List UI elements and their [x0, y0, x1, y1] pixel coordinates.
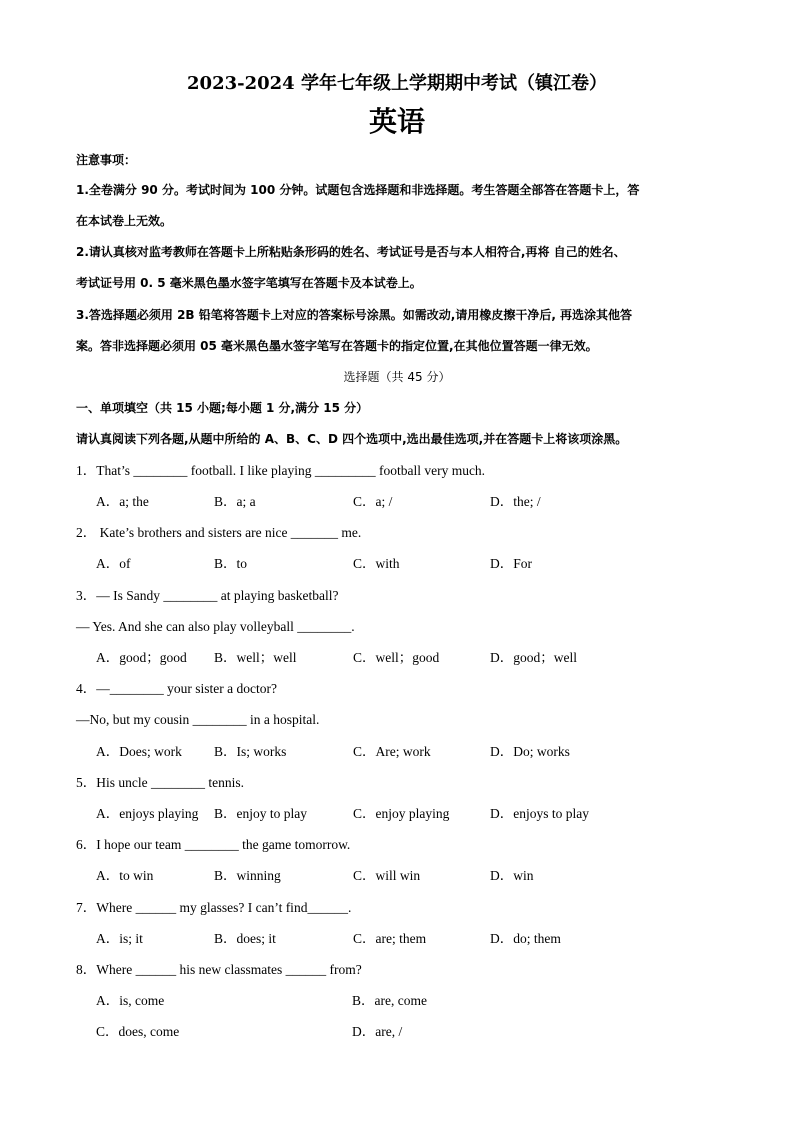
question-4-option-a: A．Does; work — [96, 744, 182, 759]
question-5-option-d: D．enjoys to play — [490, 806, 589, 821]
notice-line-1b: 在本试卷上无效。 — [76, 214, 173, 228]
question-5-option-a: A．enjoys playing — [96, 806, 199, 821]
question-3-option-c: C．well；good — [353, 650, 440, 665]
question-4-stem-2: —No, but my cousin ________ in a hospital. — [76, 712, 320, 727]
question-8-option-a: A．is, come — [96, 993, 165, 1008]
notice-line-3b: 案。答非选择题必须用 05 毫米黑色墨水签字笔写在答题卡的指定位置,在其他位置答题一律无效。 — [76, 339, 598, 353]
part-instruction: 请认真阅读下列各题,从题中所给的 A、B、C、D 四个选项中,选出最佳选项,并在答题卡上将该项涂黑。 — [76, 432, 628, 446]
part-heading: 一、单项填空（共 15 小题;每小题 1 分,满分 15 分） — [76, 401, 369, 415]
exam-title: 2023-2024 学年七年级上学期期中考试（镇江卷） — [187, 73, 607, 94]
notice-line-2a: 2.请认真核对监考教师在答题卡上所粘贴条形码的姓名、考试证号是否与本人相符合,再将 自己的姓名、 — [76, 245, 626, 259]
question-6-option-b: B．winning — [214, 868, 281, 883]
notice-line-2b: 考试证号用 0. 5 毫米黑色墨水签字笔填写在答题卡及本试卷上。 — [76, 276, 422, 290]
question-4-option-c: C．Are; work — [353, 744, 431, 759]
question-7-stem: 7．Where ______ my glasses? I can’t find______. — [76, 900, 352, 915]
question-4-option-d: D．Do; works — [490, 744, 570, 759]
question-7-option-d: D．do; them — [490, 931, 561, 946]
question-2-option-a: A．of — [96, 556, 131, 571]
question-3-stem: 3．— Is Sandy ________ at playing basketball? — [76, 588, 339, 603]
question-8-option-b: B．are, come — [352, 993, 427, 1008]
question-2-stem: 2． Kate’s brothers and sisters are nice _______ me. — [76, 525, 362, 540]
question-5-option-c: C．enjoy playing — [353, 806, 450, 821]
notice-line-3a: 3.答选择题必须用 2B 铅笔将答题卡上对应的答案标号涂黑。如需改动,请用橡皮擦干净后, 再选涂其他答 — [76, 308, 633, 322]
question-8-option-c: C．does, come — [96, 1024, 180, 1039]
question-8-stem: 8．Where ______ his new classmates ______ from? — [76, 962, 362, 977]
question-1-option-c: C．a; / — [353, 494, 393, 509]
question-1-option-a: A．a; the — [96, 494, 149, 509]
question-3-option-d: D．good；well — [490, 650, 577, 665]
question-7-option-a: A．is; it — [96, 931, 143, 946]
notice-line-1a: 1.全卷满分 90 分。考试时间为 100 分钟。试题包含选择题和非选择题。考生答题全部答在答题卡上，答 — [76, 183, 640, 197]
question-3-option-a: A．good；good — [96, 650, 187, 665]
question-7-option-c: C．are; them — [353, 931, 427, 946]
question-5-stem: 5．His uncle ________ tennis. — [76, 775, 244, 790]
question-3-stem-2: — Yes. And she can also play volleyball ________. — [76, 619, 355, 634]
question-8-option-d: D．are, / — [352, 1024, 403, 1039]
question-6-option-a: A．to win — [96, 868, 154, 883]
question-1-option-d: D．the; / — [490, 494, 541, 509]
section-title: 选择题（共 45 分） — [343, 370, 451, 384]
subject-title: 英语 — [368, 105, 425, 138]
question-6-option-d: D．win — [490, 868, 534, 883]
question-4-option-b: B．Is; works — [214, 744, 287, 759]
question-2-option-d: D．For — [490, 556, 533, 571]
question-6-stem: 6．I hope our team ________ the game tomorrow. — [76, 837, 351, 852]
question-6-option-c: C．will win — [353, 868, 421, 883]
notice-heading: 注意事项： — [76, 153, 137, 167]
question-4-stem: 4．—________ your sister a doctor? — [76, 681, 277, 696]
question-3-option-b: B．well；well — [214, 650, 297, 665]
question-2-option-c: C．with — [353, 556, 400, 571]
question-2-option-b: B．to — [214, 556, 248, 571]
question-5-option-b: B．enjoy to play — [214, 806, 307, 821]
question-1-option-b: B．a; a — [214, 494, 256, 509]
question-1-stem: 1．That’s ________ football. I like playing _________ football very much. — [76, 463, 486, 478]
question-7-option-b: B．does; it — [214, 931, 276, 946]
